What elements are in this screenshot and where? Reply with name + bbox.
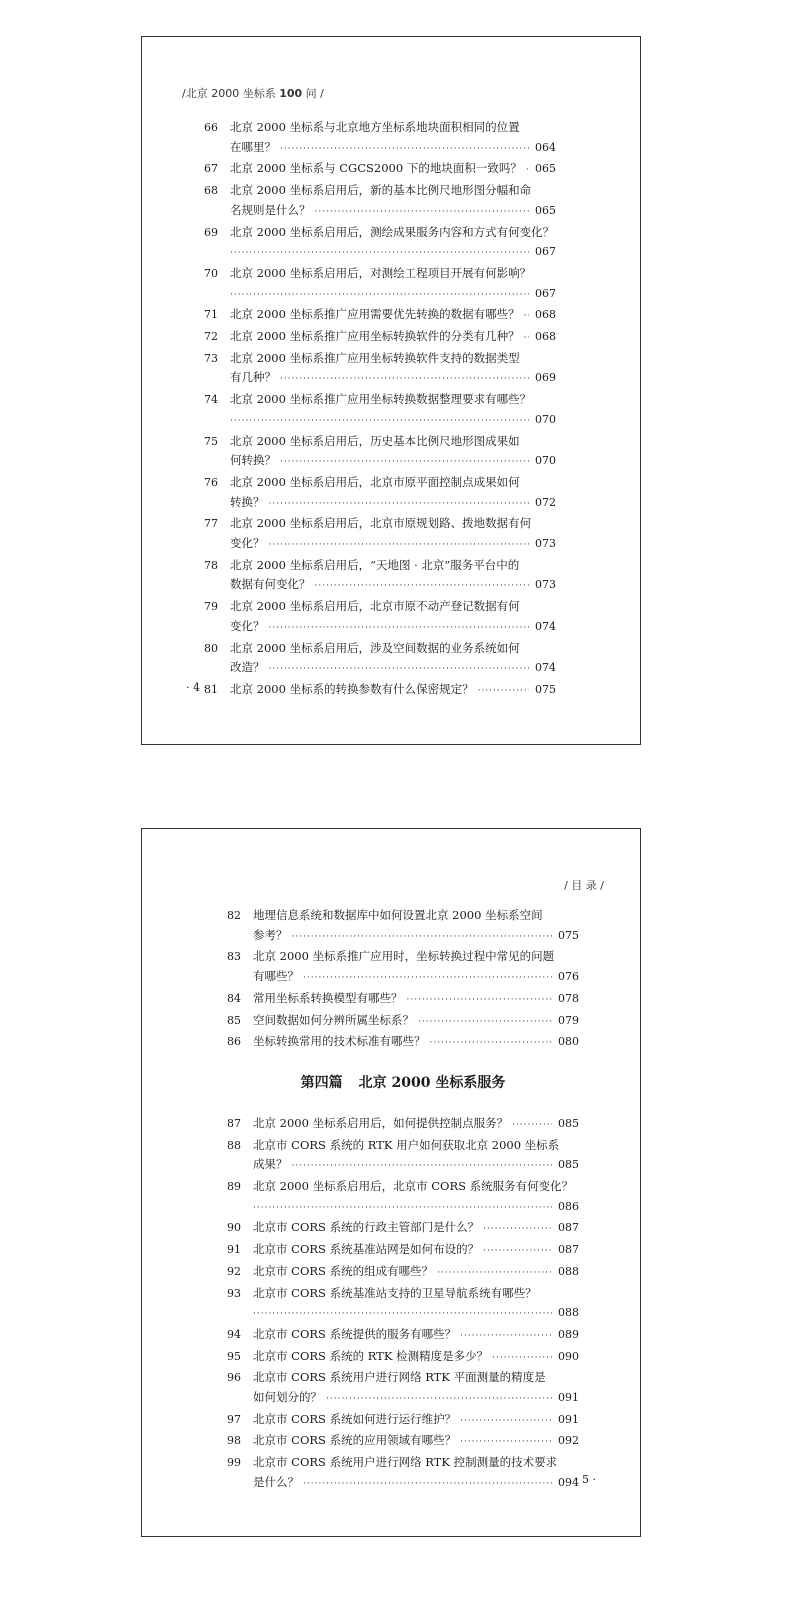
dot-leader xyxy=(280,370,529,390)
toc-entry-title: 北京市 CORS 系统用户进行网络 RTK 控制测量的技术要求 xyxy=(253,1455,558,1470)
toc-entry xyxy=(227,906,579,947)
toc-entry xyxy=(204,327,556,349)
toc-entry xyxy=(227,947,579,988)
toc-entry-number: 69 xyxy=(204,225,218,239)
toc-entry-title: 成果？ xyxy=(253,1157,288,1172)
dot-leader xyxy=(269,619,530,639)
dot-leader xyxy=(407,991,553,1011)
toc-entry-page: 072 xyxy=(535,495,556,509)
toc-entry-page: 086 xyxy=(558,1199,579,1213)
toc-entry-page: 065 xyxy=(535,162,556,176)
toc-entry-title: 北京 2000 坐标系启用后，对测绘工程项目开展有何影响？ xyxy=(230,265,532,280)
toc-entry xyxy=(204,639,556,680)
dot-leader xyxy=(230,244,529,264)
page-number: · 5 · xyxy=(575,1473,596,1486)
toc-entry-title: 北京 2000 坐标系启用后，北京市 CORS 系统服务有何变化？ xyxy=(253,1179,574,1194)
dot-leader xyxy=(315,577,530,597)
toc-entry-page: 076 xyxy=(558,970,579,984)
toc-entry-number: 77 xyxy=(204,517,218,531)
toc-entry xyxy=(204,181,556,222)
dot-leader xyxy=(483,1242,552,1262)
toc-entry-title: 北京 2000 坐标系启用后，涉及空间数据的业务系统如何 xyxy=(230,640,520,655)
toc-entry-number: 75 xyxy=(204,434,218,448)
toc-entry-title: 北京 2000 坐标系启用后，北京市原不动产登记数据有何 xyxy=(230,599,520,614)
toc-entry-page: 079 xyxy=(558,1013,579,1027)
dot-leader xyxy=(526,161,529,181)
toc-entry-page: 075 xyxy=(535,682,556,696)
dot-leader xyxy=(460,1327,552,1347)
toc-entry-number: 79 xyxy=(204,600,218,614)
toc-entry-number: 66 xyxy=(204,121,218,134)
toc-entry-title: 改造？ xyxy=(230,660,265,675)
toc-entry-title: 北京市 CORS 系统的 RTK 检测精度是多少？ xyxy=(253,1348,489,1363)
toc-entry-number: 72 xyxy=(204,330,218,344)
dot-leader xyxy=(437,1264,552,1284)
toc-entry-title: 北京 2000 坐标系启用后，“天地图 · 北京”服务平台中的 xyxy=(230,557,520,572)
toc-entry-title: 如何划分的？ xyxy=(253,1390,322,1405)
toc-entry-page: 078 xyxy=(558,991,579,1005)
toc-entry-title: 有几种？ xyxy=(230,370,276,385)
dot-leader xyxy=(512,1116,552,1136)
toc-entry xyxy=(204,305,556,327)
toc-entry-title: 名规则是什么？ xyxy=(230,202,311,217)
table-of-contents xyxy=(204,118,556,702)
toc-entry-page: 088 xyxy=(558,1306,579,1320)
book-page-right xyxy=(141,828,641,1537)
dot-leader xyxy=(315,203,530,223)
toc-entry-number: 88 xyxy=(227,1138,241,1152)
book-page-left xyxy=(141,36,641,745)
toc-entry xyxy=(227,1325,579,1347)
toc-entry xyxy=(227,1177,579,1218)
toc-entry-number: 95 xyxy=(227,1349,241,1363)
toc-entry-title: 变化？ xyxy=(230,536,265,551)
dot-leader xyxy=(280,453,529,473)
toc-entry-title: 常用坐标系转换模型有哪些？ xyxy=(253,990,403,1005)
toc-entry xyxy=(204,118,556,159)
toc-entry-number: 76 xyxy=(204,475,218,489)
toc-entry-page: 087 xyxy=(558,1221,579,1235)
toc-entry-title: 北京 2000 坐标系推广应用需要优先转换的数据有哪些？ xyxy=(230,307,520,322)
toc-entry-number: 87 xyxy=(227,1116,241,1130)
dot-leader xyxy=(230,286,529,306)
toc-entry-page: 070 xyxy=(535,454,556,468)
toc-entry-title: 北京市 CORS 系统的 RTK 用户如何获取北京 2000 坐标系 xyxy=(253,1137,560,1152)
dot-leader xyxy=(292,928,553,948)
toc-entry-page: 091 xyxy=(558,1412,579,1426)
toc-entry-title: 地理信息系统和数据库中如何设置北京 2000 坐标系空间 xyxy=(253,908,543,922)
toc-entry-title: 北京市 CORS 系统基准站支持的卫星导航系统有哪些？ xyxy=(253,1285,537,1300)
toc-entry-title: 北京 2000 坐标系推广应用坐标转换数据整理要求有哪些？ xyxy=(230,392,532,407)
toc-entry xyxy=(227,1431,579,1453)
toc-entry xyxy=(227,1032,579,1054)
toc-entry-title: 北京市 CORS 系统的行政主管部门是什么？ xyxy=(253,1220,480,1235)
dot-leader xyxy=(483,1220,552,1240)
toc-entry-page: 070 xyxy=(535,412,556,426)
toc-entry-page: 080 xyxy=(558,1035,579,1049)
toc-entry xyxy=(227,1218,579,1240)
toc-entry-page: 073 xyxy=(535,578,556,592)
toc-entry xyxy=(227,1011,579,1033)
toc-entry-page: 087 xyxy=(558,1243,579,1257)
toc-entry-page: 068 xyxy=(535,308,556,322)
page-number: · 4 · xyxy=(186,681,207,694)
toc-entry xyxy=(204,432,556,473)
toc-entry xyxy=(204,514,556,555)
toc-entry-title: 北京 2000 坐标系推广应用坐标转换软件支持的数据类型 xyxy=(230,350,520,365)
toc-entry-title: 北京市 CORS 系统的应用领域有哪些？ xyxy=(253,1433,457,1448)
toc-entry xyxy=(204,264,556,305)
dot-leader xyxy=(253,1305,552,1325)
toc-entry-title: 北京市 CORS 系统基准站网是如何布设的？ xyxy=(253,1242,480,1257)
toc-entry-number: 93 xyxy=(227,1286,241,1300)
toc-group xyxy=(227,1114,579,1495)
toc-entry-title: 北京市 CORS 系统提供的服务有哪些？ xyxy=(253,1326,457,1341)
toc-entry-title: 在哪里？ xyxy=(230,139,276,154)
toc-entry xyxy=(227,1453,579,1494)
toc-entry-number: 91 xyxy=(227,1243,241,1257)
dot-leader xyxy=(253,1199,552,1219)
toc-entry-title: 北京 2000 坐标系推广应用坐标转换软件的分类有几种？ xyxy=(230,329,520,344)
section-title: 第四篇 北京 2000 坐标系服务 xyxy=(300,1074,506,1091)
toc-entry-number: 82 xyxy=(227,909,241,922)
toc-entry-page: 069 xyxy=(535,371,556,385)
toc-entry-title: 参考？ xyxy=(253,927,288,942)
toc-entry-number: 71 xyxy=(204,308,218,322)
running-header: /北京 2000 坐标系 100 问 / xyxy=(182,87,324,100)
dot-leader xyxy=(524,329,529,349)
toc-entry-page: 089 xyxy=(558,1327,579,1341)
dot-leader xyxy=(230,412,529,432)
toc-entry-number: 94 xyxy=(227,1327,241,1341)
toc-entry-number: 81 xyxy=(204,682,218,696)
dot-leader xyxy=(492,1349,552,1369)
toc-entry-number: 74 xyxy=(204,393,218,407)
toc-entry-number: 96 xyxy=(227,1371,241,1385)
toc-entry-page: 064 xyxy=(535,140,556,154)
toc-entry-page: 090 xyxy=(558,1349,579,1363)
toc-entry-number: 99 xyxy=(227,1456,241,1470)
dot-leader xyxy=(524,307,529,327)
toc-entry-title: 北京 2000 坐标系与北京地方坐标系地块面积相同的位置 xyxy=(230,120,520,134)
dot-leader xyxy=(326,1390,552,1410)
toc-entry-title: 北京 2000 坐标系推广应用时，坐标转换过程中常见的问题 xyxy=(253,949,555,964)
toc-entry-page: 067 xyxy=(535,245,556,259)
toc-entry-page: 085 xyxy=(558,1116,579,1130)
toc-entry xyxy=(227,1136,579,1177)
toc-entry xyxy=(227,1347,579,1369)
dot-leader xyxy=(418,1013,552,1033)
toc-entry-title: 北京 2000 坐标系启用后，历史基本比例尺地形图成果如 xyxy=(230,433,520,448)
toc-entry-title: 北京 2000 坐标系启用后，新的基本比例尺地形图分幅和命 xyxy=(230,183,532,198)
toc-entry-number: 92 xyxy=(227,1264,241,1278)
dot-leader xyxy=(303,969,552,989)
toc-entry xyxy=(227,1368,579,1409)
toc-entry xyxy=(204,556,556,597)
toc-entry-title: 变化？ xyxy=(230,618,265,633)
toc-entry-title: 北京市 CORS 系统的组成有哪些？ xyxy=(253,1263,434,1278)
toc-entry-page: 091 xyxy=(558,1391,579,1405)
toc-entry xyxy=(227,1410,579,1432)
toc-entry xyxy=(227,989,579,1011)
dot-leader xyxy=(303,1475,552,1495)
dot-leader xyxy=(460,1412,552,1432)
toc-entry-number: 67 xyxy=(204,162,218,176)
toc-entry-number: 73 xyxy=(204,351,218,365)
dot-leader xyxy=(280,140,529,160)
dot-leader xyxy=(478,682,529,702)
toc-entry xyxy=(204,349,556,390)
toc-entry-title: 北京市 CORS 系统用户进行网络 RTK 平面测量的精度是 xyxy=(253,1370,546,1385)
toc-entry-page: 085 xyxy=(558,1158,579,1172)
toc-entry xyxy=(227,1114,579,1136)
toc-group xyxy=(227,906,579,1054)
toc-entry xyxy=(227,1240,579,1262)
toc-entry-number: 98 xyxy=(227,1434,241,1448)
toc-entry-page: 092 xyxy=(558,1434,579,1448)
toc-entry-number: 97 xyxy=(227,1412,241,1426)
toc-entry-number: 84 xyxy=(227,991,241,1005)
toc-entry-title: 何转换？ xyxy=(230,453,276,468)
toc-entry xyxy=(227,1262,579,1284)
toc-entry xyxy=(204,223,556,264)
toc-entry-number: 70 xyxy=(204,266,218,280)
toc-entry-title: 空间数据如何分辨所属坐标系？ xyxy=(253,1012,414,1027)
toc-entry-title: 北京 2000 坐标系启用后，北京市原规划路、拨地数据有何 xyxy=(230,516,532,531)
dot-leader xyxy=(269,495,530,515)
dot-leader xyxy=(292,1157,553,1177)
toc-entry-page: 073 xyxy=(535,537,556,551)
dot-leader xyxy=(460,1433,552,1453)
toc-entry-number: 68 xyxy=(204,184,218,198)
toc-entry-number: 80 xyxy=(204,641,218,655)
toc-entry-page: 075 xyxy=(558,928,579,942)
toc-entry-title: 转换？ xyxy=(230,494,265,509)
toc-entry xyxy=(204,597,556,638)
toc-entry xyxy=(204,680,556,702)
toc-entry-number: 86 xyxy=(227,1035,241,1049)
toc-entry-title: 数据有何变化？ xyxy=(230,577,311,592)
toc-entry-page: 074 xyxy=(535,661,556,675)
toc-entry-title: 北京 2000 坐标系启用后，如何提供控制点服务？ xyxy=(253,1115,509,1130)
toc-entry-title: 北京 2000 坐标系的转换参数有什么保密规定？ xyxy=(230,681,474,696)
table-of-contents xyxy=(227,906,579,1495)
toc-entry xyxy=(204,159,556,181)
toc-entry xyxy=(204,390,556,431)
toc-entry-number: 83 xyxy=(227,950,241,964)
toc-entry-page: 068 xyxy=(535,330,556,344)
toc-entry-title: 北京 2000 坐标系启用后，北京市原平面控制点成果如何 xyxy=(230,474,520,489)
toc-entry-number: 89 xyxy=(227,1180,241,1194)
toc-entry xyxy=(227,1284,579,1325)
dot-leader xyxy=(269,536,530,556)
toc-entry-page: 065 xyxy=(535,203,556,217)
dot-leader xyxy=(269,660,530,680)
toc-entry-title: 北京市 CORS 系统如何进行运行维护？ xyxy=(253,1411,457,1426)
toc-entry xyxy=(204,473,556,514)
toc-entry-title: 坐标转换常用的技术标准有哪些？ xyxy=(253,1034,426,1049)
toc-entry-title: 北京 2000 坐标系与 CGCS2000 下的地块面积一致吗？ xyxy=(230,161,522,176)
toc-entry-page: 094 xyxy=(558,1475,579,1489)
toc-entry-title: 是什么？ xyxy=(253,1474,299,1489)
dot-leader xyxy=(430,1034,553,1054)
toc-entry-page: 067 xyxy=(535,286,556,300)
toc-entry-title: 北京 2000 坐标系启用后，测绘成果服务内容和方式有何变化？ xyxy=(230,224,555,239)
toc-entry-title: 有哪些？ xyxy=(253,969,299,984)
toc-entry-number: 78 xyxy=(204,558,218,572)
toc-entry-number: 90 xyxy=(227,1221,241,1235)
toc-entry-number: 85 xyxy=(227,1013,241,1027)
running-header: / 目 录 / xyxy=(564,879,604,892)
toc-entry-page: 088 xyxy=(558,1264,579,1278)
toc-entry-page: 074 xyxy=(535,619,556,633)
